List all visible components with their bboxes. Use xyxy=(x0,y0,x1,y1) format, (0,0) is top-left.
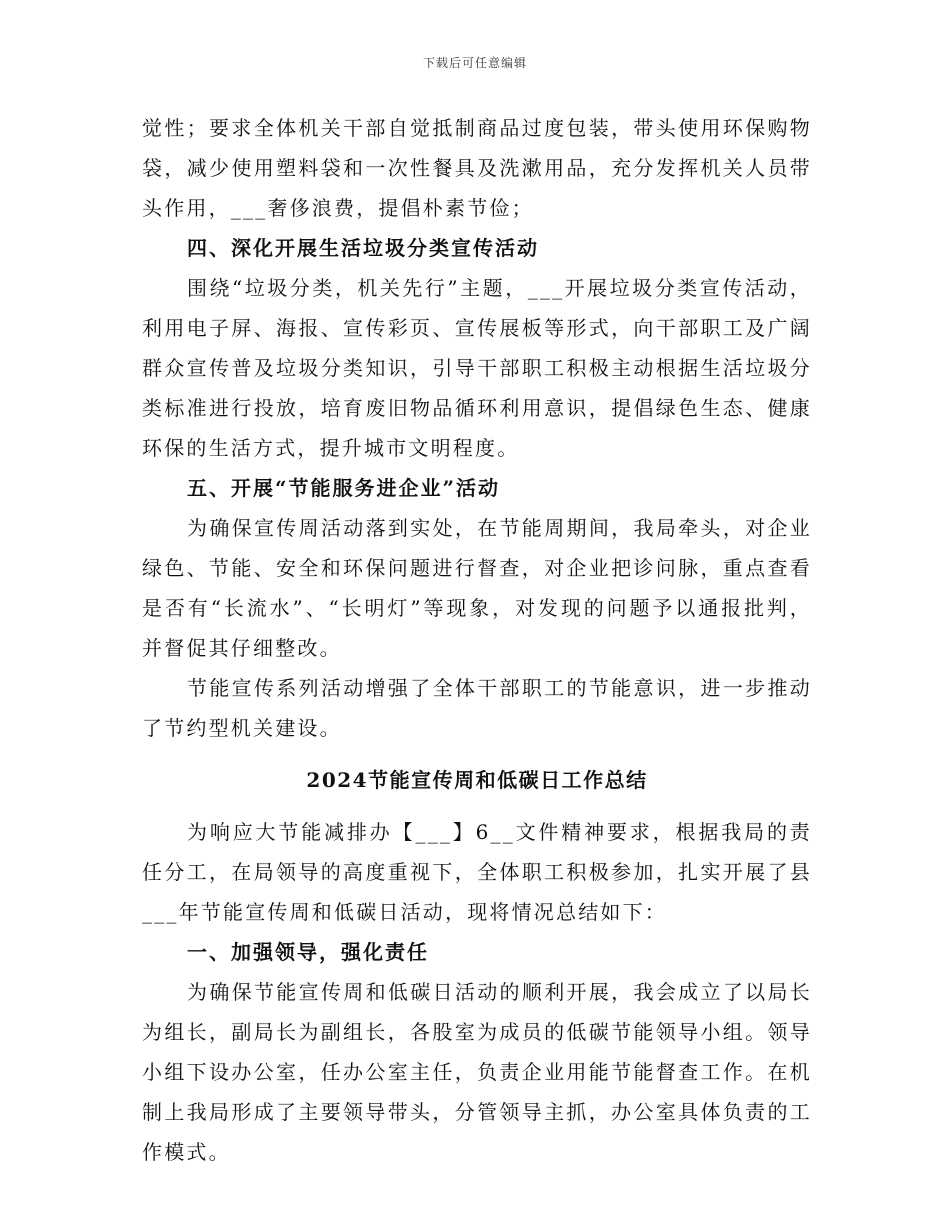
paragraph-leadership: 为确保节能宣传周和低碳日活动的顺利开展，我会成立了以局长为组长，副局长为副组长，各股室为成员的低碳节能领导小组。领导小组下设办公室，任办公室主任，负责企业用能节能督查工作。在机制上我局形成了主要领导带头，分管领导主抓，办公室具体负责的工作模式。 xyxy=(142,980,812,1164)
paragraph-conclusion: 节能宣传系列活动增强了全体干部职工的节能意识，进一步推动了节约型机关建设。 xyxy=(142,676,812,740)
section-heading-5: 五、开展“节能服务进企业”活动 xyxy=(187,476,501,500)
page-header-note: 下载后可任意编辑 xyxy=(422,56,527,70)
document-title: 2024节能宣传周和低碳日工作总结 xyxy=(306,768,648,792)
paragraph-continuation: 觉性；要求全体机关干部自觉抵制商品过度包装，带头使用环保购物袋，减少使用塑料袋和一次性餐具及洗漱用品，充分发挥机关人员带头作用，___奢侈浪费，提倡朴素节俭； xyxy=(142,116,812,220)
document-body xyxy=(142,108,812,1172)
section-heading-4: 四、深化开展生活垃圾分类宣传活动 xyxy=(187,236,539,260)
paragraph-garbage-sorting: 围绕“垃圾分类，机关先行”主题，___开展垃圾分类宣传活动，利用电子屏、海报、宣传彩页、宣传展板等形式，向干部职工及广阔群众宣传普及垃圾分类知识，引导干部职工积极主动根据生活垃圾分类标准进行投放，培育废旧物品循环利用意识，提倡绿色生态、健康环保的生活方式，提升城市文明程度。 xyxy=(142,276,812,460)
paragraph-enterprise-inspection: 为确保宣传周活动落到实处，在节能周期间，我局牵头，对企业绿色、节能、安全和环保问题进行督查，对企业把诊问脉，重点查看是否有“长流水”、“长明灯”等现象，对发现的问题予以通报批判，并督促其仔细整改。 xyxy=(142,516,812,660)
paragraph-intro: 为响应大节能减排办【___】6__文件精神要求，根据我局的责任分工，在局领导的高度重视下，全体职工积极参加，扎实开展了县___年节能宣传周和低碳日活动，现将情况总结如下： xyxy=(142,820,812,924)
section-heading-1: 一、加强领导，强化责任 xyxy=(187,940,429,964)
